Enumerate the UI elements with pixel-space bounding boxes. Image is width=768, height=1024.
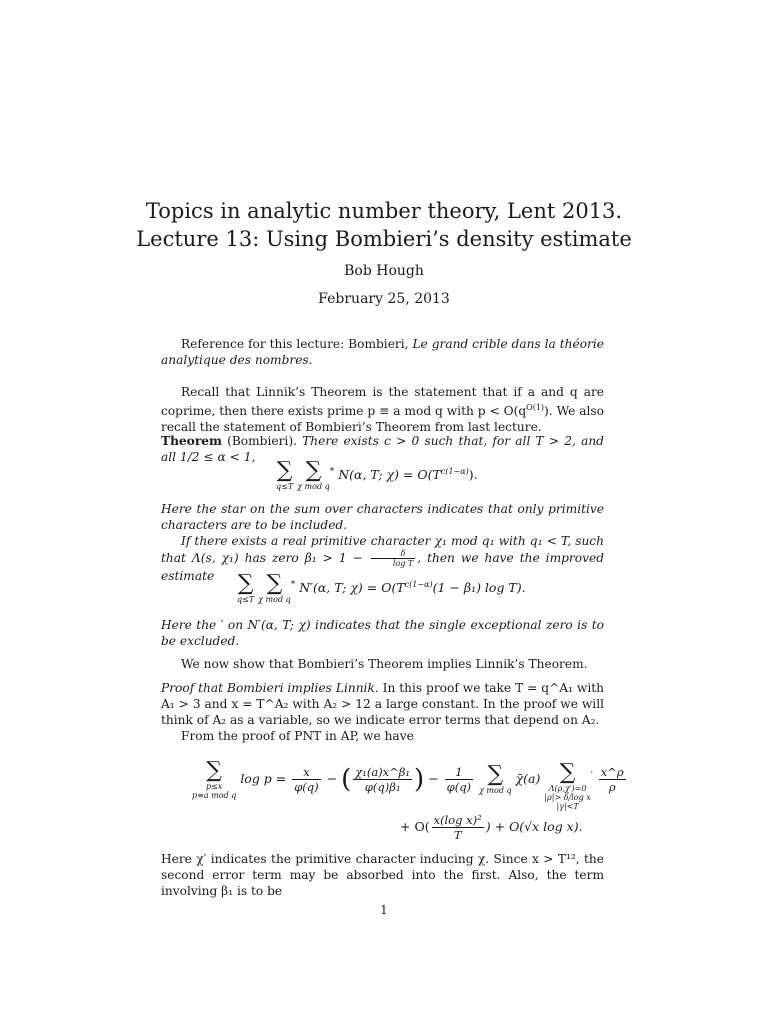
title-line-2: Lecture 13: Using Bombieri’s density estimate	[136, 227, 632, 251]
eq1-body: N(α, T; χ) = O(T	[338, 467, 441, 482]
x-rho-over-rho: $\frac{x\^{}\rho}{\rho}$	[600, 765, 624, 794]
theorem-statement: There exists c > 0 such that, for all T > 2, and all 1/2 ≤ α < 1,	[161, 434, 604, 464]
equation-pnt-ap: ∑ p≤x p≡a mod q log p = $\frac{x}{\varphi(q)}$ − ( $\frac{\text{χ₁(a)x\textasciicircum{}β₁}}{\text{φ(q)β₁}}$ ) − $\frac{1}{\varphi(q)}$ ∑ χ mod q χ̄(a) ∑ Λ(ρ,χ′)=0 |ρ|> δ/log x |γ|<T ′ $\frac{x\^{}\rho}{\rho}$	[192, 757, 624, 811]
sum-over-zeros: ∑ Λ(ρ,χ′)=0 |ρ|> δ/log x |γ|<T	[544, 760, 591, 811]
date: February 25, 2013	[318, 291, 450, 307]
theorem-attribution: (Bombieri).	[221, 434, 303, 448]
star-note: Here the star on the sum over characters indicates that only primitive characters are to be included.	[161, 502, 604, 532]
sum-over-chi: ∑ χ mod q	[258, 571, 291, 604]
eq2-tail: (1 − β₁) log T).	[432, 580, 526, 595]
closing-paragraph: Here χ′ indicates the primitive character inducing χ. Since x > T¹², the second error term may be absorbed into the first. Also, the term involving β₁ is to be	[161, 852, 604, 898]
exceptional-term: $\frac{\text{χ₁(a)x\textasciicircum{}β₁}}{\text{φ(q)β₁}}$	[355, 765, 411, 794]
sum-over-characters: ∑ χ mod q	[479, 762, 512, 795]
eq2-body: N′(α, T; χ) = O(T	[299, 580, 405, 595]
reference-paragraph	[161, 336, 604, 368]
error-fraction: $\frac{\text{x(log x)²}}{T}$	[433, 813, 482, 842]
proof-paragraph	[161, 680, 604, 728]
exceptional-text-b: , then we have the improved estimate	[161, 551, 604, 583]
x-over-phi: $\frac{x}{\varphi(q)}$	[294, 765, 319, 794]
eq1-superscript: c(1−α)	[440, 466, 469, 476]
author: Bob Hough	[344, 263, 424, 279]
title-line-1: Topics in analytic number theory, Lent 2013.	[145, 199, 623, 223]
equation-error-terms: + O( $\frac{\text{x(log x)²}}{T}$ ) + O(√x log x).	[400, 813, 583, 842]
chi-bar: χ̄(a)	[515, 771, 541, 786]
prime-note: Here the ′ on N′(α, T; χ) indicates that the single exceptional zero is to be excluded.	[161, 618, 604, 648]
recall-text-b: ). We also recall the statement of Bombieri’s Theorem from last lecture.	[161, 404, 604, 435]
recall-superscript: O(1)	[526, 403, 545, 412]
reference-lead: Reference for this lecture: Bombieri,	[181, 337, 413, 351]
theorem-label: Theorem	[161, 434, 222, 448]
reference-work: Le grand crible dans la théorie analytique des nombres.	[161, 337, 604, 367]
sum-over-primes: ∑ p≤x p≡a mod q	[192, 757, 237, 800]
pnt-line: From the proof of PNT in AP, we have	[181, 729, 414, 743]
sum-over-q: ∑ q≤T	[237, 571, 255, 604]
recall-paragraph	[161, 384, 604, 435]
proof-label: Proof that Bombieri implies Linnik.	[161, 681, 379, 695]
page-number: 1	[380, 903, 388, 917]
proof-text: In this proof we take T = q^A₁ with A₁ > 3 and x = T^A₂ with A₂ > 12 a large constant. In the proof we will think of A₂ as a variable, so we indicate error terms that depend on A₂.	[161, 681, 604, 727]
eq1-tail: ).	[468, 467, 478, 482]
log-p: log p =	[240, 771, 287, 786]
sum-over-chi: ∑ χ mod q	[297, 458, 330, 491]
one-over-phi: $\frac{1}{\varphi(q)}$	[446, 765, 472, 794]
equation-improved: ∑ q≤T ∑ χ mod q * N′(α, T; $\chi) = O(T^{c(1-\alpha)}(1 - \beta_1)$ log T).	[237, 571, 526, 604]
eq2-superscript: c(1−α)	[404, 579, 433, 589]
show-paragraph: We now show that Bombieri’s Theorem implies Linnik’s Theorem.	[181, 657, 588, 671]
equation-bombieri: ∑ q≤T ∑ χ mod q * N(α, T; $\chi) = O(T^{c(1-\alpha)})$.	[276, 458, 478, 491]
sum-over-q: ∑ q≤T	[276, 458, 294, 491]
recall-text-a: Recall that Linnik’s Theorem is the statement that if a and q are coprime, then there exists prime p ≡ a mod q with p < O(q	[161, 385, 604, 419]
delta-over-logT: $\frac{\delta}{\text{log T}}$	[371, 549, 415, 568]
exceptional-text-a: If there exists a real primitive character χ₁ mod q₁ with q₁ < T, such that Λ(s, χ₁) has zero β₁ > 1 −	[161, 534, 604, 565]
